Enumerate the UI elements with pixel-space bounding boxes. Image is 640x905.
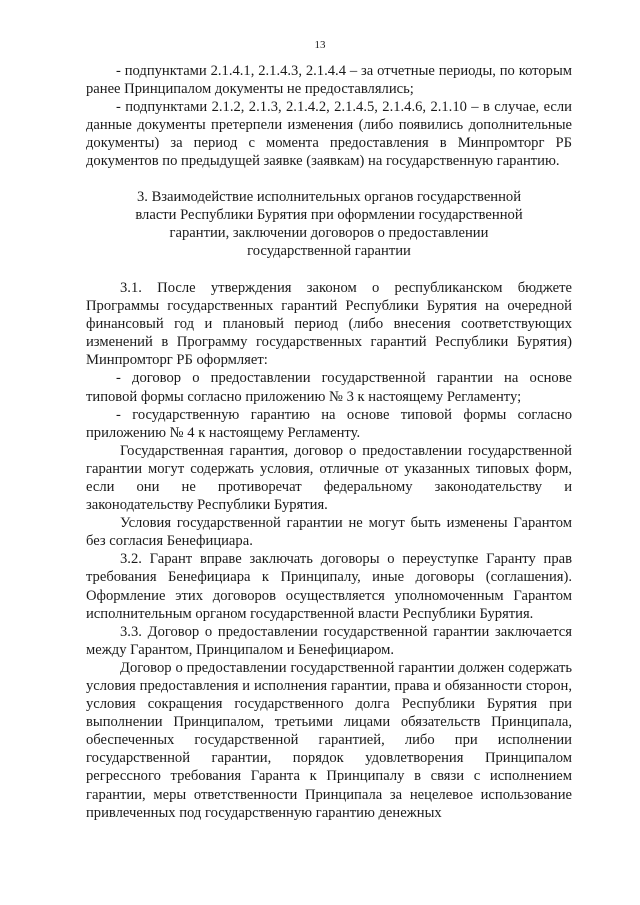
paragraph-guarantee-item: - государственную гарантию на основе типовой формы согласно приложению № 4 к настоящему Регламенту.: [86, 406, 572, 441]
section-heading-line: 3. Взаимодействие исполнительных органов государственной: [136, 188, 522, 205]
paragraph-contract-terms: Договор о предоставлении государственной гарантии должен содержать условия предоставления и исполнения гарантии, права и обязанности сторон, условия сокращения государственного долга Республики Бурятия при выполнении Принципалом, третьими лицами обязательств Принципала, обеспеченных государственной гарантией, либо при исполнении государственной гарантии, порядок удовлетворения Принципалом регрессного требования Гаранта к Принципалу в связи с исполнением гарантии, меры ответственности Принципала за нецелевое использование привлеченных под государственную гарантию денежных: [86, 659, 572, 821]
section-heading-line: власти Республики Бурятия при оформлении государственной: [135, 206, 523, 223]
paragraph-subitems-reporting: - подпунктами 2.1.4.1, 2.1.4.3, 2.1.4.4 – за отчетные периоды, по которым ранее Принципалом документы не предоставлялись;: [86, 63, 572, 98]
paragraph-no-change: Условия государственной гарантии не могут быть изменены Гарантом без согласия Бенефициара.: [86, 515, 572, 550]
section-heading: [86, 188, 572, 260]
section-heading-line: государственной гарантии: [247, 242, 411, 259]
paragraph-3-3: 3.3. Договор о предоставлении государственной гарантии заключается между Гарантом, Принципалом и Бенефициаром.: [86, 623, 572, 658]
paragraph-3-1: 3.1. После утверждения законом о республиканском бюджете Программы государственных гарантий Республики Бурятия на очередной финансовый год и плановый период (либо внесения соответствующих изменений в Программу государственных гарантий Республики Бурятия) Минпромторг РБ оформляет:: [86, 279, 572, 369]
paragraph-conditions: Государственная гарантия, договор о предоставлении государственной гарантии могут содержать условия, отличные от указанных типовых форм, если они не противоречат федеральному законодательству и законодательству Республики Бурятия.: [86, 442, 572, 514]
page-number: 13: [314, 39, 326, 51]
document-body: [86, 62, 572, 822]
paragraph-3-2: 3.2. Гарант вправе заключать договоры о переуступке Гаранту прав требования Бенефициара к Принципалу, иные договоры (соглашения). Оформление этих договоров осуществляется уполномоченным Гарантом исполнительным органом государственной власти Республики Бурятия.: [86, 551, 572, 622]
section-heading-line: гарантии, заключении договоров о предоставлении: [169, 224, 489, 241]
paragraph-subitems-changes: - подпунктами 2.1.2, 2.1.3, 2.1.4.2, 2.1.4.5, 2.1.4.6, 2.1.10 – в случае, если данные документы претерпели изменения (либо появились дополнительные документы) за период с момента предоставления в Минпромторг РБ документов по предыдущей заявке (заявкам) на государственную гарантию.: [86, 99, 572, 170]
paragraph-contract-item: - договор о предоставлении государственной гарантии на основе типовой формы согласно приложению № 3 к настоящему Регламенту;: [86, 370, 572, 405]
